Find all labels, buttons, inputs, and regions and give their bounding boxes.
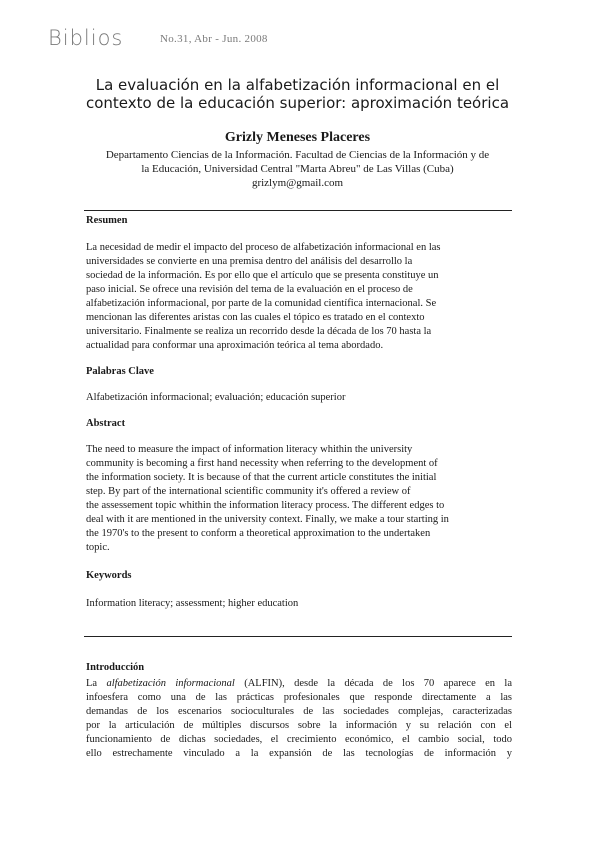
text-line: step. By part of the international scientific community it's offered a review of	[86, 486, 411, 497]
palabras-clave-heading: Palabras Clave	[86, 366, 154, 377]
author-affiliation	[75, 148, 520, 190]
text-line: universitario. Finalmente se realiza un recorrido desde la década de los 70 hasta la	[86, 326, 432, 337]
text-segment: (ALFIN), desde la década de los 70 aparece en la	[234, 678, 512, 689]
text-segment: La	[86, 678, 107, 689]
text-line: the information society. It is because of that the current article constitutes the initial	[86, 472, 437, 483]
keywords-heading: Keywords	[86, 570, 132, 581]
author-email[interactable]: grizlym@gmail.com	[251, 177, 344, 189]
abstract-text	[86, 443, 512, 555]
resumen-text	[86, 241, 512, 353]
text-line	[86, 677, 512, 691]
title-line: contexto de la educación superior: aproximación teórica	[85, 94, 510, 112]
text-line: Information literacy; assessment; higher education	[86, 598, 299, 609]
text-line: the 1970's to the present to conform a theoretical approximation to the undertaken	[86, 528, 431, 539]
resumen-heading: Resumen	[86, 215, 128, 226]
affiliation-line: la Educación, Universidad Central "Marta Abreu" de Las Villas (Cuba)	[141, 163, 454, 175]
text-line: deal with it are mentioned in the university context. Finally, we make a tour starting in	[86, 514, 449, 525]
journal-logo: Biblios	[48, 26, 124, 50]
text-line: demandas de los escenarios socioculturales de las sociedades complejas, caracterizadas	[86, 706, 512, 717]
text-line: community is becoming a first hand necessity when referring to the development of	[86, 458, 438, 469]
introduccion-text	[86, 677, 512, 761]
alfin-term: alfabetización informacional	[106, 678, 235, 689]
affiliation-line: Departamento Ciencias de la Información. Facultad de Ciencias de la Información y de	[105, 149, 490, 161]
text-line: The need to measure the impact of information literacy whithin the university	[86, 444, 413, 455]
text-line: Alfabetización informacional; evaluación; educación superior	[86, 392, 346, 403]
text-line: infoesfera como una de las prácticas profesionales que responde directamente a las	[86, 692, 512, 703]
text-line: funcionamiento de dichas sociedades, el crecimiento económico, el cambio social, todo	[86, 734, 512, 745]
author-name: Grizly Meneses Placeres	[224, 130, 371, 145]
text-line: topic.	[86, 542, 110, 553]
text-line: paso inicial. Se ofrece una revisión del tema de la evaluación en el proceso de	[86, 284, 413, 295]
text-line: sociedad de la información. Es por ello que el artículo que se presenta constituye un	[86, 270, 439, 281]
text-line: por la articulación de múltiples discursos sobre la información y su relación con el	[86, 720, 512, 731]
text-line: La necesidad de medir el impacto del proceso de alfabetización informacional en las	[86, 242, 441, 253]
text-line: universidades se convierte en una premisa dentro del análisis del desarrollo la	[86, 256, 413, 267]
issue-label: No.31, Abr - Jun. 2008	[160, 33, 268, 45]
palabras-clave-text	[86, 391, 512, 405]
text-line: alfabetización informacional, por parte de la comunidad científica internacional. Se	[86, 298, 437, 309]
article-title	[70, 76, 525, 112]
abstract-heading: Abstract	[86, 418, 126, 429]
top-divider	[84, 210, 512, 211]
text-line: mencionan las diferentes aristas con las cuales el tópico es tratado en el contexto	[86, 312, 425, 323]
text-line: actualidad para conformar una aproximación teórica al tema abordado.	[86, 340, 384, 351]
text-line: ello estrechamente vinculado a la expansión de las tecnologías de información y	[86, 748, 512, 759]
keywords-text	[86, 597, 512, 611]
text-line: the assessement topic whithin the information literacy process. The different edges to	[86, 500, 445, 511]
title-line: La evaluación en la alfabetización informacional en el	[95, 76, 500, 94]
bottom-divider	[84, 636, 512, 637]
introduccion-heading: Introducción	[86, 662, 145, 673]
